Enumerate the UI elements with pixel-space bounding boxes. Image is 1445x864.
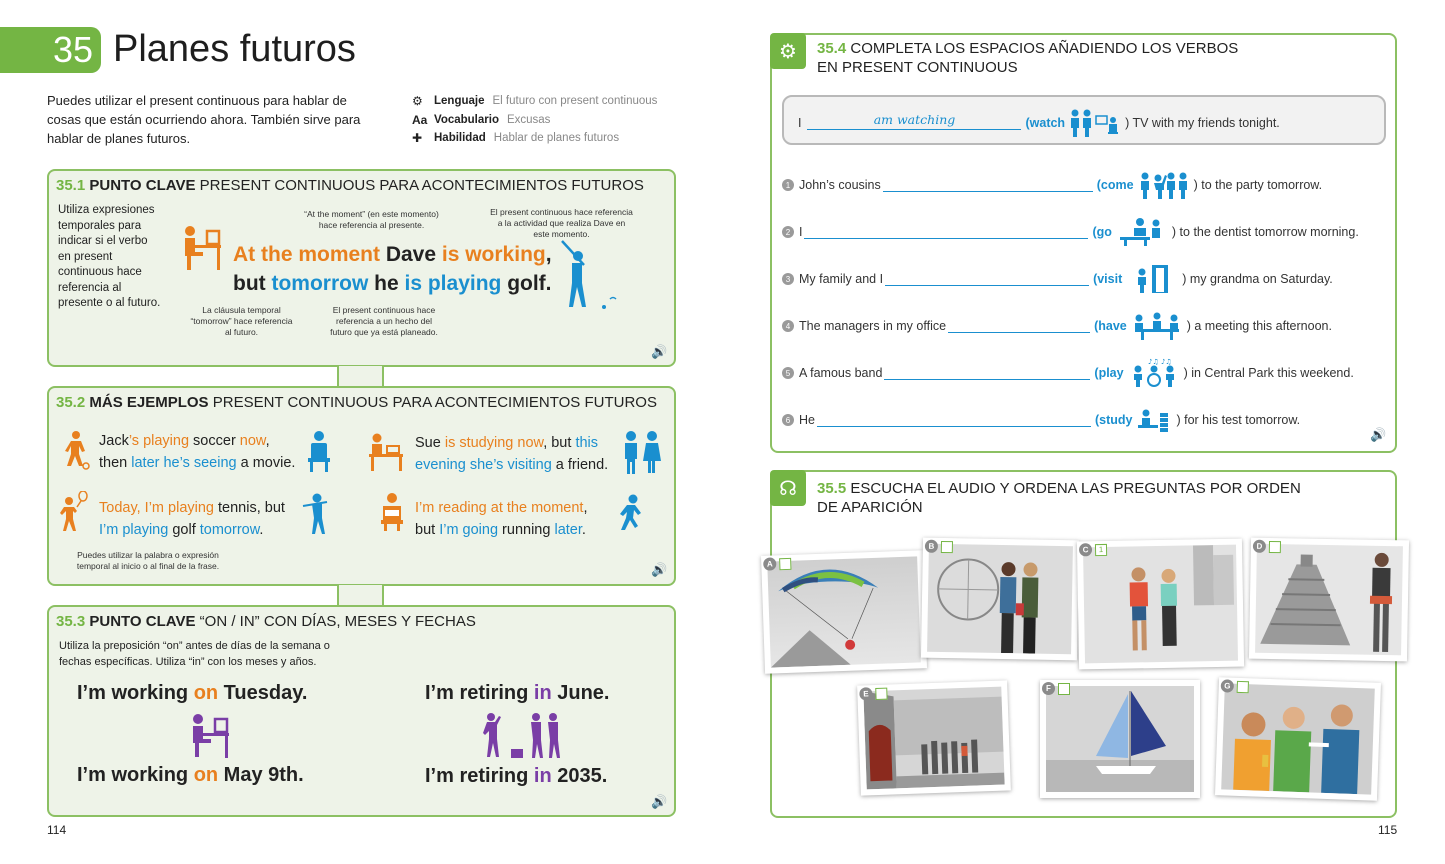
verb-hint: (study xyxy=(1094,413,1133,427)
preposition: on xyxy=(193,764,219,786)
verb-phrase: Today, I’m playing xyxy=(99,500,214,516)
verb-phrase: is studying now xyxy=(444,435,544,451)
time-expression: now xyxy=(239,433,266,449)
annotation: Puedes utilizar la palabra o expresión temporal al inicio o al final de la frase. xyxy=(76,550,220,571)
text: Dave xyxy=(380,243,442,266)
answer-box[interactable] xyxy=(779,557,791,569)
photo-f-image xyxy=(1046,686,1194,792)
verb-hint: (play xyxy=(1094,366,1124,380)
photo-letter: E xyxy=(859,687,872,700)
sentence-rest: ) to the party tomorrow. xyxy=(1193,178,1323,192)
runner-icon xyxy=(611,494,647,536)
exercise-row-2 xyxy=(782,217,1359,247)
answer-box[interactable]: 1 xyxy=(1095,543,1107,555)
soccer-player-icon xyxy=(61,430,91,470)
verb-phrase: is working xyxy=(441,243,546,266)
subject: A famous band xyxy=(799,366,883,380)
intro-text: Puedes utilizar el present continuous para hablar de cosas que están ocurriendo ahora. También sirve para hablar de planes futuros. xyxy=(47,93,361,146)
photo-letter: B xyxy=(925,540,938,553)
sentence-rest: ) for his test tomorrow. xyxy=(1176,413,1301,427)
section-number: 35.5 xyxy=(817,480,847,497)
section-heading xyxy=(56,394,657,411)
text: running xyxy=(498,522,555,538)
text: 2035. xyxy=(551,765,608,787)
meta-value: Excusas xyxy=(506,113,551,126)
subject: I xyxy=(798,116,802,130)
example-row xyxy=(798,108,1280,138)
meta-key: Habilidad xyxy=(434,132,486,144)
time-expression: At the moment xyxy=(233,243,380,266)
example-2 xyxy=(415,432,655,476)
verb-phrase: is playing xyxy=(404,272,502,295)
photo-g xyxy=(1215,677,1381,801)
page-number-left: 114 xyxy=(47,823,67,837)
time-expression: tomorrow xyxy=(199,522,260,538)
photo-a xyxy=(761,550,927,674)
meta-key: Vocabulario xyxy=(434,113,499,126)
text: , xyxy=(265,433,270,449)
annotation: El present continuous hace referencia a un hecho del futuro que ya está planeado. xyxy=(330,305,438,337)
text: golf xyxy=(168,522,200,538)
section-title: ESCUCHA EL AUDIO Y ORDENA LAS PREGUNTAS POR ORDEN xyxy=(850,480,1301,497)
watching-tv-icon xyxy=(1069,108,1121,138)
photo-label xyxy=(925,540,953,553)
party-icon xyxy=(1138,170,1190,200)
pyramid-photographer-icon xyxy=(1255,544,1403,656)
dentist-icon xyxy=(1116,217,1168,247)
meta-row-lenguaje xyxy=(412,92,657,111)
photo-e-image xyxy=(863,687,1004,790)
text: a friend. xyxy=(551,457,609,473)
photo-label xyxy=(1079,543,1107,556)
visiting-door-icon xyxy=(1126,264,1178,294)
answer-box[interactable] xyxy=(875,687,887,699)
in-example-2 xyxy=(425,765,607,788)
reader-icon xyxy=(377,492,407,532)
section-number: 35.4 xyxy=(817,40,847,57)
answer-blank[interactable] xyxy=(883,178,1093,192)
photo-e xyxy=(857,680,1011,795)
section-title: “ON / IN” CON DÍAS, MESES Y FECHAS xyxy=(199,613,476,630)
section-title: DE APARICIÓN xyxy=(817,499,923,516)
text: Sue xyxy=(415,435,445,451)
text: he xyxy=(368,272,405,295)
item-number: 2 xyxy=(782,226,794,238)
photo-label xyxy=(1042,682,1070,695)
friends-party-icon xyxy=(1221,683,1375,794)
on-example-1 xyxy=(77,682,307,705)
meta-key: Lenguaje xyxy=(434,95,485,107)
section-title: EN PRESENT CONTINUOUS xyxy=(817,59,1018,76)
text: I’m retiring xyxy=(425,682,534,704)
headphones-icon: ☊ xyxy=(770,470,806,506)
item-number: 3 xyxy=(782,273,794,285)
photo-letter: F xyxy=(1042,682,1055,695)
person-at-desk-icon xyxy=(187,712,233,760)
time-expression: later xyxy=(554,522,582,538)
text: I’m working xyxy=(77,764,194,786)
preposition: in xyxy=(533,765,552,787)
photo-c xyxy=(1077,539,1244,670)
sentence-rest: ) in Central Park this weekend. xyxy=(1183,366,1354,380)
verb-hint: (watch xyxy=(1025,116,1066,130)
two-friends-icon xyxy=(621,430,663,476)
sample-answer: am watching xyxy=(873,112,956,127)
section-number: 35.3 xyxy=(56,613,86,630)
retirement-icon xyxy=(481,711,565,761)
verb-phrase: evening she’s visiting xyxy=(415,457,552,473)
answer-box[interactable] xyxy=(1237,680,1249,692)
text: May 9th. xyxy=(218,764,304,786)
photo-label xyxy=(859,687,887,701)
photo-a-image xyxy=(767,556,921,667)
text: golf. xyxy=(501,272,552,295)
answer-blank[interactable] xyxy=(948,319,1090,333)
text: a movie. xyxy=(236,455,296,471)
photo-letter: C xyxy=(1079,543,1092,556)
meta-value: Hablar de planes futuros xyxy=(493,132,620,144)
text: Tuesday. xyxy=(218,682,308,704)
exercise-row-3 xyxy=(782,264,1333,294)
text: , xyxy=(545,243,552,266)
photo-c-image xyxy=(1083,545,1238,664)
text: . xyxy=(259,522,264,538)
studying-icon xyxy=(1136,405,1172,435)
verb-phrase: I’m reading at the moment xyxy=(415,500,584,516)
item-number: 6 xyxy=(782,414,794,426)
exercise-row-6 xyxy=(782,405,1300,435)
time-expression: this xyxy=(575,435,599,451)
photo-b xyxy=(921,538,1079,661)
verb-phrase: I’m going xyxy=(439,522,499,538)
meta-value: El futuro con present continuous xyxy=(492,95,658,107)
text: I’m retiring xyxy=(425,765,534,787)
meta-row-habilidad xyxy=(412,129,657,148)
photo-label xyxy=(1221,679,1249,693)
section-title: PRESENT CONTINUOUS PARA ACONTECIMIENTOS FUTUROS xyxy=(212,394,657,411)
page-number-right: 115 xyxy=(1378,823,1398,837)
verb-hint: (come xyxy=(1096,178,1134,192)
queue-theater-icon xyxy=(863,687,1004,790)
item-number: 5 xyxy=(782,367,794,379)
speaker-icon[interactable]: 🔊 xyxy=(651,344,668,359)
preposition: in xyxy=(533,682,552,704)
svg-text:♪♫ ♪♫: ♪♫ ♪♫ xyxy=(1147,358,1172,366)
section-heading xyxy=(817,479,1301,517)
section-keyword: MÁS EJEMPLOS xyxy=(89,394,209,411)
answer-box[interactable] xyxy=(941,540,953,552)
text: , xyxy=(583,500,588,516)
sentence-rest: ) my grandma on Saturday. xyxy=(1182,272,1333,286)
person-at-desk-icon xyxy=(179,223,225,273)
photo-d xyxy=(1249,538,1409,662)
chapter-number: 35 xyxy=(0,27,101,73)
verb-hint: (visit xyxy=(1093,272,1123,286)
text: I’m working xyxy=(77,682,194,704)
sailboat-icon xyxy=(1046,686,1194,792)
example-line-2 xyxy=(233,272,552,296)
photo-letter: D xyxy=(1253,540,1266,553)
verb-phrase: ’s playing xyxy=(128,433,190,449)
photo-letter: A xyxy=(763,557,776,570)
text: Jack xyxy=(99,433,129,449)
subject: The managers in my office xyxy=(799,319,947,333)
verb-phrase: I’m playing xyxy=(99,522,169,538)
time-expression: tomorrow xyxy=(271,272,369,295)
answer-box[interactable] xyxy=(1058,683,1070,695)
tourists-icon xyxy=(927,544,1073,654)
section-title: PRESENT CONTINUOUS PARA ACONTECIMIENTOS FUTUROS xyxy=(199,177,644,194)
panel-connector xyxy=(337,366,384,386)
verb-hint: (have xyxy=(1094,319,1127,333)
section-number: 35.1 xyxy=(56,177,86,194)
text: , but xyxy=(543,435,576,451)
on-example-2 xyxy=(77,764,304,787)
section-title: COMPLETA LOS ESPACIOS AÑADIENDO LOS VERBOS xyxy=(850,40,1239,57)
answer-blank[interactable] xyxy=(884,366,1090,380)
puzzle-icon: ✚ xyxy=(412,131,423,145)
section-heading xyxy=(56,177,644,194)
golfer-icon xyxy=(554,239,624,314)
text: tennis, but xyxy=(213,500,285,516)
exercise-row-5 xyxy=(782,358,1354,388)
example-1 xyxy=(99,430,339,474)
answer-blank[interactable] xyxy=(885,272,1089,286)
verb-hint: (go xyxy=(1092,225,1112,239)
text: then xyxy=(99,455,132,471)
item-number: 1 xyxy=(782,179,794,191)
side-text: Utiliza expresiones temporales para indicar si el verbo en present continuous hace referencia al presente o al futuro. xyxy=(58,204,161,309)
section-35-2 xyxy=(47,386,676,586)
answer-blank xyxy=(807,112,1021,130)
subject: My family and I xyxy=(799,272,884,286)
student-at-desk-icon xyxy=(367,432,405,472)
photo-label xyxy=(1253,540,1281,553)
photo-d-image xyxy=(1255,544,1403,656)
section-keyword: PUNTO CLAVE xyxy=(89,613,196,630)
section-heading xyxy=(817,39,1238,77)
runners-icon xyxy=(1083,545,1238,664)
speaker-icon[interactable]: 🔊 xyxy=(651,562,668,577)
photo-b-image xyxy=(927,544,1073,654)
annotation: El present continuous hace referencia a la actividad que realiza Dave en este momento. xyxy=(490,207,633,239)
section-number: 35.2 xyxy=(56,394,86,411)
answer-box[interactable] xyxy=(1269,540,1281,552)
text: soccer xyxy=(189,433,240,449)
verb-phrase: later he’s seeing xyxy=(131,455,237,471)
moviegoer-icon xyxy=(306,430,332,474)
page-title: Planes futuros xyxy=(113,28,356,70)
text: but xyxy=(415,522,440,538)
item-number: 4 xyxy=(782,320,794,332)
tennis-player-icon xyxy=(57,491,91,533)
meta-row-vocabulario xyxy=(412,111,657,130)
preposition: on xyxy=(193,682,219,704)
exercise-row-1 xyxy=(782,170,1322,200)
sentence-rest: ) to the dentist tomorrow morning. xyxy=(1171,225,1359,239)
annotation: “At the moment” (en este momento) hace referencia al presente. xyxy=(304,209,439,230)
rule-text: Utiliza la preposición “on” antes de días de la semana o fechas específicas. Utiliza “in” con los meses y años. xyxy=(59,640,330,668)
aa-text-icon: Aa xyxy=(412,112,428,127)
text: but xyxy=(233,272,272,295)
speaker-icon[interactable]: 🔊 xyxy=(1370,427,1387,442)
exercise-row-4 xyxy=(782,311,1332,341)
annotation: La cláusula temporal “tomorrow” hace referencia al futuro. xyxy=(190,305,293,337)
subject: I xyxy=(799,225,803,239)
band-icon xyxy=(1128,358,1180,388)
photo-f xyxy=(1040,680,1200,798)
paraglider-icon xyxy=(767,556,921,667)
text: . xyxy=(581,522,586,538)
meta-list xyxy=(412,92,657,148)
in-example-1 xyxy=(425,682,609,705)
photo-label xyxy=(763,557,791,571)
section-35-3 xyxy=(47,605,676,817)
text: June. xyxy=(551,682,610,704)
golfer-icon xyxy=(301,492,331,536)
example-line-1 xyxy=(233,243,552,267)
section-35-1 xyxy=(47,169,676,367)
subject: He xyxy=(799,413,815,427)
section-heading xyxy=(56,613,476,630)
meeting-icon xyxy=(1131,311,1183,341)
answer-blank[interactable] xyxy=(817,413,1091,427)
answer-blank[interactable] xyxy=(804,225,1088,239)
photo-letter: G xyxy=(1221,679,1234,692)
subject: John’s cousins xyxy=(799,178,881,192)
sentence-rest: ) TV with my friends tonight. xyxy=(1125,116,1280,130)
panel-connector xyxy=(337,585,384,605)
gears-icon: ⚙ xyxy=(770,33,806,69)
photo-g-image xyxy=(1221,683,1375,794)
section-keyword: PUNTO CLAVE xyxy=(89,177,196,194)
speaker-icon[interactable]: 🔊 xyxy=(651,794,668,809)
sentence-rest: ) a meeting this afternoon. xyxy=(1186,319,1332,333)
gears-icon: ⚙ xyxy=(412,94,423,108)
